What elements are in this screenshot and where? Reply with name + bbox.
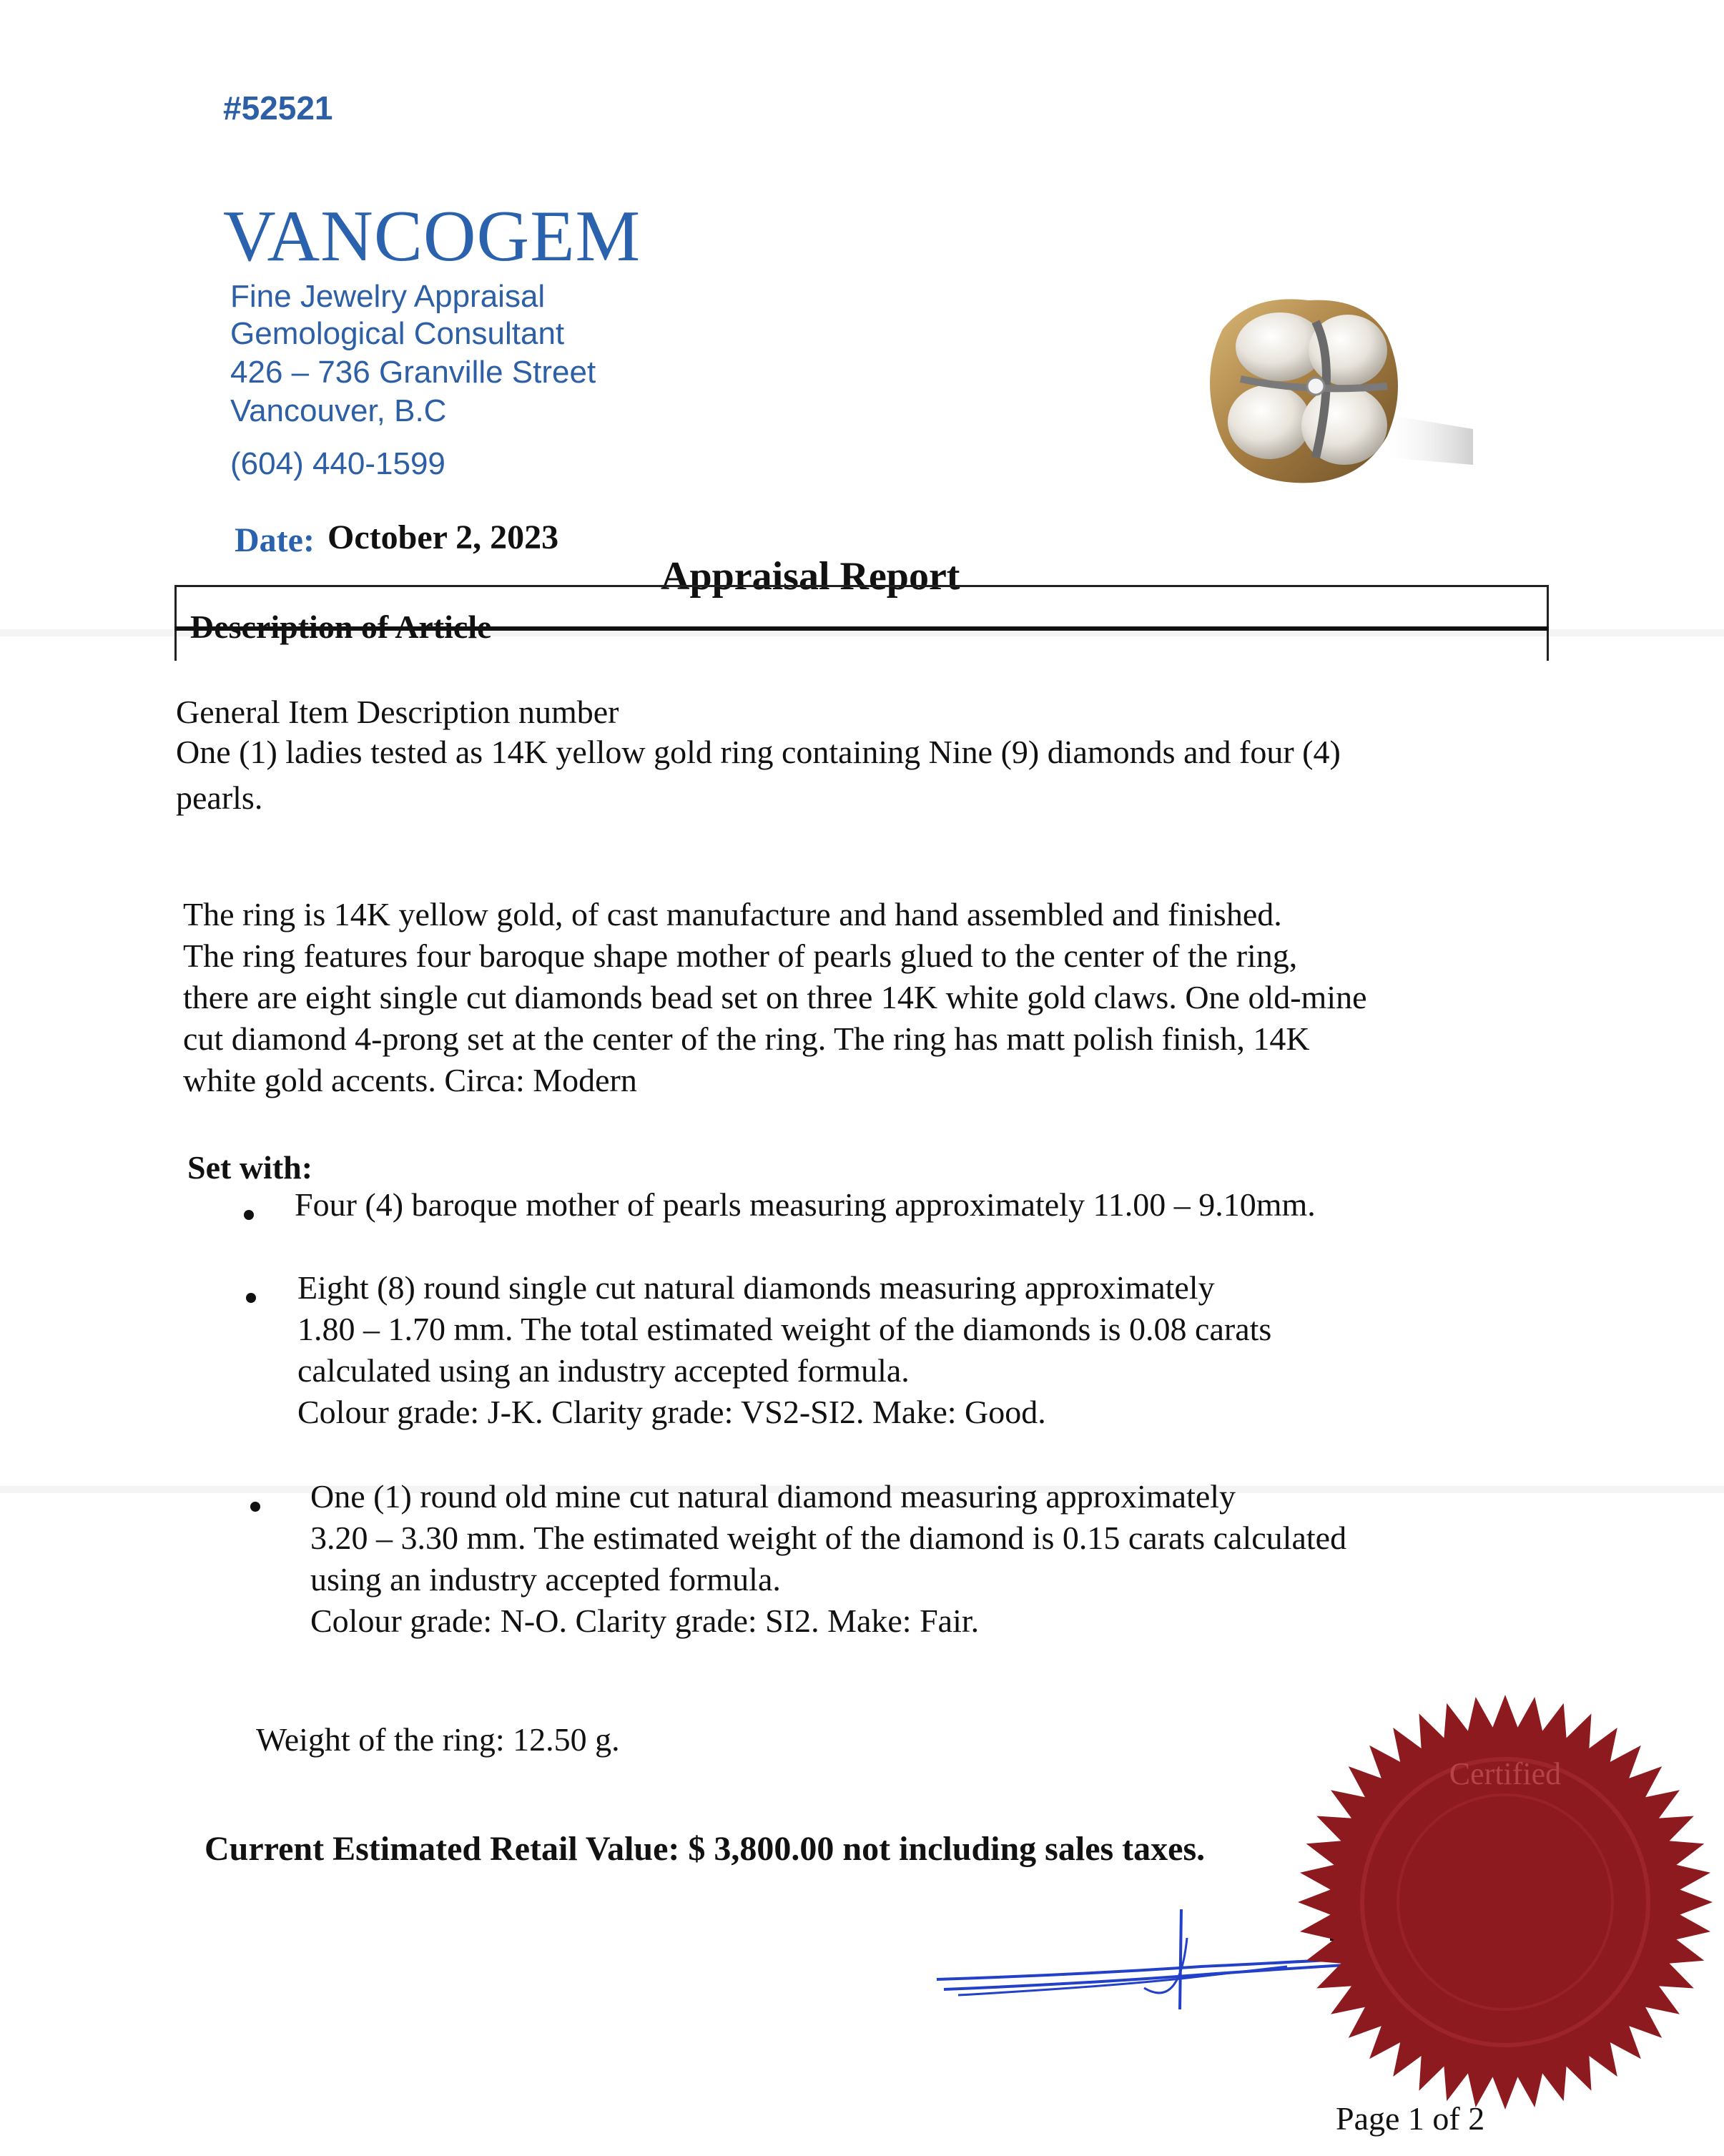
seal-text: Certified (1449, 1756, 1562, 1791)
date-label: Date: (235, 521, 315, 559)
description-paragraph-line: The ring is 14K yellow gold, of cast manufacture and hand assembled and finished. (183, 896, 1282, 932)
bullet-dot (244, 1210, 254, 1220)
company-address-street: 426 – 736 Granville Street (230, 355, 596, 390)
bullet-dot (250, 1502, 260, 1512)
report-title: Appraisal Report (661, 554, 960, 599)
stone-line: Colour grade: N-O. Clarity grade: SI2. Make: Fair. (310, 1603, 980, 1639)
ring-weight: Weight of the ring: 12.50 g. (256, 1721, 620, 1758)
stone-line: using an industry accepted formula. (310, 1561, 781, 1598)
page-number: Page 1 of 2 (1336, 2100, 1485, 2137)
date-value: October 2, 2023 (327, 518, 559, 556)
company-tagline-consultant: Gemological Consultant (230, 316, 565, 351)
ring-photo (1173, 279, 1473, 493)
description-title: Description of Article (190, 609, 492, 645)
description-paragraph-line: cut diamond 4-prong set at the center of the ring. The ring has matt polish finish, 14K (183, 1020, 1310, 1057)
stone-line: 3.20 – 3.30 mm. The estimated weight of the diamond is 0.15 carats calculated (310, 1520, 1347, 1556)
general-item-label: General Item Description number (176, 694, 619, 730)
certification-seal (1294, 1691, 1716, 2113)
description-paragraph-line: The ring features four baroque shape mother of pearls glued to the center of the ring, (183, 937, 1298, 974)
general-item-line: One (1) ladies tested as 14K yellow gold ring containing Nine (9) diamonds and four (4) (176, 734, 1341, 770)
stone-line: Four (4) baroque mother of pearls measuring approximately 11.00 – 9.10mm. (295, 1186, 1316, 1223)
general-item-line: pearls. (176, 779, 263, 816)
item-number: #52521 (223, 89, 333, 127)
company-address-city: Vancouver, B.C (230, 393, 447, 428)
bullet-dot (246, 1293, 256, 1303)
set-with-label: Set with: (187, 1149, 313, 1186)
stone-line: Colour grade: J-K. Clarity grade: VS2-SI2. Make: Good. (297, 1394, 1046, 1430)
stone-line: 1.80 – 1.70 mm. The total estimated weight of the diamonds is 0.08 carats (297, 1311, 1272, 1347)
description-paragraph-line: white gold accents. Circa: Modern (183, 1062, 637, 1098)
description-paragraph-line: there are eight single cut diamonds bead set on three 14K white gold claws. One old-mine (183, 979, 1367, 1015)
stone-line: Eight (8) round single cut natural diamonds measuring approximately (297, 1269, 1215, 1306)
company-phone: (604) 440-1599 (230, 446, 445, 481)
company-tagline-appraisal: Fine Jewelry Appraisal (230, 279, 546, 314)
company-name: VANCOGEM (223, 196, 641, 277)
stone-line: One (1) round old mine cut natural diamond measuring approximately (310, 1478, 1236, 1515)
retail-value: Current Estimated Retail Value: $ 3,800.00 not including sales taxes. (205, 1830, 1206, 1868)
stone-line: calculated using an industry accepted formula. (297, 1352, 910, 1389)
